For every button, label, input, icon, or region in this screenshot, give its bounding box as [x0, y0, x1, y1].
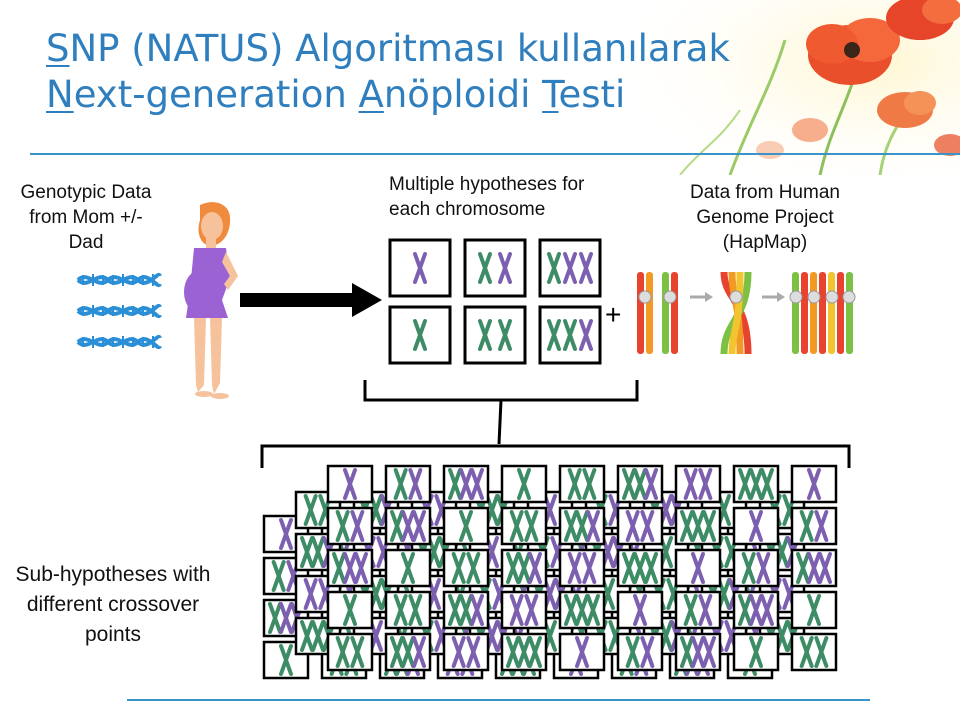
- sub-hypothesis-box: [444, 466, 488, 502]
- sub-hypothesis-box: [618, 634, 662, 670]
- plus-sign: +: [605, 299, 622, 330]
- sub-hypothesis-box: [444, 634, 488, 670]
- sub-hypotheses-grid: [264, 466, 836, 678]
- sub-hypothesis-box: [444, 550, 488, 586]
- sub-hypothesis-box: [328, 508, 372, 544]
- sub-hypothesis-box: [386, 592, 430, 628]
- hapmap-label: Data from Human Genome Project (HapMap): [690, 182, 840, 253]
- sub-hypothesis-box: [734, 550, 778, 586]
- sub-hypothesis-box: [560, 466, 604, 502]
- sub-hypothesis-box: [386, 634, 430, 670]
- right-arrow-icon: [240, 283, 382, 317]
- sub-hypothesis-box: [676, 508, 720, 544]
- sub-hypothesis-box: [792, 592, 836, 628]
- sub-hypothesis-box: [560, 592, 604, 628]
- lower-bracket: [262, 446, 849, 468]
- sub-hypothesis-box: [618, 508, 662, 544]
- sub-hypothesis-box: [386, 550, 430, 586]
- sub-hypothesis-box: [792, 508, 836, 544]
- sub-hypothesis-box: [734, 508, 778, 544]
- hapmap-chromosome-icon: [637, 272, 855, 354]
- sub-hypothesis-box: [502, 466, 546, 502]
- sub-hypothesis-box: [676, 550, 720, 586]
- sub-hypothesis-box: [734, 634, 778, 670]
- title-line-1: SNP (NATUS) Algoritması kullanılarak: [46, 27, 730, 70]
- hypothesis-box: [540, 307, 600, 363]
- dna-helix-icon: [78, 305, 160, 317]
- sub-hypothesis-box: [734, 592, 778, 628]
- sub-hypothesis-box: [386, 508, 430, 544]
- sub-hypothesis-box: [676, 634, 720, 670]
- sub-hypothesis-box: [676, 592, 720, 628]
- hypotheses-label: Multiple hypotheses for each chromosome: [389, 174, 585, 220]
- hypothesis-box: [390, 240, 450, 296]
- genotypic-data-label: Genotypic Data from Mom +/- Dad: [20, 182, 152, 253]
- sub-hypothesis-box: [386, 466, 430, 502]
- sub-hypothesis-box: [502, 550, 546, 586]
- sub-hypothesis-box: [676, 466, 720, 502]
- sub-hypothesis-box: [502, 592, 546, 628]
- sub-hypothesis-box: [328, 550, 372, 586]
- sub-hypothesis-box: [792, 550, 836, 586]
- sub-hypothesis-box: [560, 508, 604, 544]
- hypothesis-box: [465, 307, 525, 363]
- sub-hypothesis-box: [618, 592, 662, 628]
- hypothesis-box: [465, 240, 525, 296]
- hypothesis-boxes: [390, 240, 600, 363]
- sub-hypothesis-box: [618, 550, 662, 586]
- sub-hypothesis-box: [502, 508, 546, 544]
- dna-helix-icon: [78, 336, 160, 348]
- sub-hypotheses-label: Sub-hypotheses with different crossover points: [15, 563, 211, 646]
- sub-hypothesis-box: [328, 466, 372, 502]
- title-line-2: Next-generation Anöploidi Testi: [46, 73, 626, 116]
- sub-hypothesis-box: [560, 634, 604, 670]
- sub-hypothesis-box: [328, 634, 372, 670]
- sub-hypothesis-box: [560, 550, 604, 586]
- sub-hypothesis-box: [792, 466, 836, 502]
- sub-hypothesis-box: [444, 508, 488, 544]
- sub-hypothesis-box: [734, 466, 778, 502]
- hypothesis-box: [390, 307, 450, 363]
- pregnant-woman-icon: [184, 202, 238, 399]
- upper-bracket: [365, 380, 637, 444]
- sub-hypothesis-box: [618, 466, 662, 502]
- sub-hypothesis-box: [328, 592, 372, 628]
- hypothesis-box: [540, 240, 600, 296]
- dna-helix-icon: [78, 274, 160, 286]
- sub-hypothesis-box: [792, 634, 836, 670]
- sub-hypothesis-box: [444, 592, 488, 628]
- sub-hypothesis-box: [502, 634, 546, 670]
